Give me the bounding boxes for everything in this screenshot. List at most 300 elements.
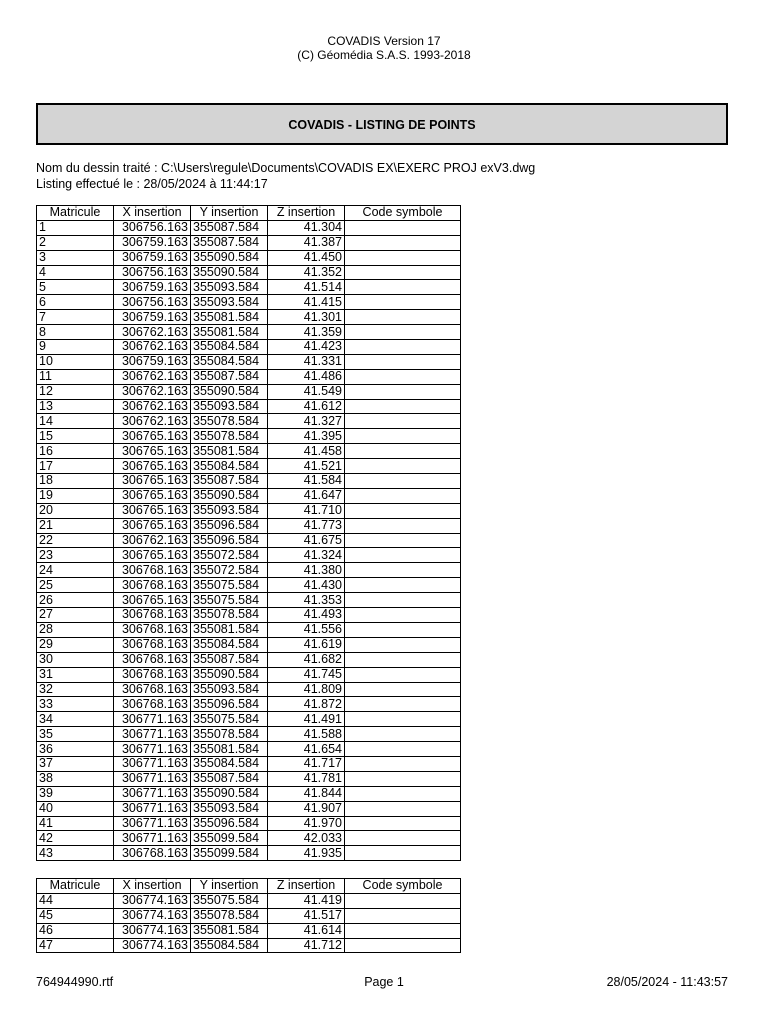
x-cell: 306765.163 [114,459,191,474]
x-cell: 306768.163 [114,622,191,637]
x-cell: 306768.163 [114,578,191,593]
y-cell: 355093.584 [191,503,268,518]
table-header-row [37,879,461,894]
y-cell: 355075.584 [191,893,268,908]
table-row [37,340,461,355]
matricule-cell: 13 [37,399,114,414]
matricule-cell: 15 [37,429,114,444]
table-header-row [37,206,461,221]
z-cell: 41.549 [268,384,345,399]
table-row [37,325,461,340]
matricule-cell: 16 [37,444,114,459]
table-row [37,771,461,786]
matricule-cell: 32 [37,682,114,697]
col-header-x: X insertion [114,206,191,221]
z-cell: 41.514 [268,280,345,295]
code-cell [345,846,461,861]
z-cell: 41.612 [268,399,345,414]
z-cell: 41.327 [268,414,345,429]
z-cell: 41.844 [268,786,345,801]
col-header-code: Code symbole [345,879,461,894]
col-header-code: Code symbole [345,206,461,221]
code-cell [345,801,461,816]
table-row [37,727,461,742]
y-cell: 355075.584 [191,578,268,593]
y-cell: 355078.584 [191,727,268,742]
col-header-y: Y insertion [191,206,268,221]
z-cell: 41.647 [268,488,345,503]
code-cell [345,712,461,727]
x-cell: 306765.163 [114,474,191,489]
code-cell [345,503,461,518]
y-cell: 355093.584 [191,682,268,697]
table-row [37,354,461,369]
y-cell: 355090.584 [191,384,268,399]
code-cell [345,414,461,429]
y-cell: 355072.584 [191,563,268,578]
z-cell: 41.745 [268,667,345,682]
x-cell: 306768.163 [114,846,191,861]
z-cell: 42.033 [268,831,345,846]
y-cell: 355078.584 [191,429,268,444]
z-cell: 41.359 [268,325,345,340]
code-cell [345,908,461,923]
code-cell [345,831,461,846]
y-cell: 355075.584 [191,593,268,608]
y-cell: 355084.584 [191,637,268,652]
x-cell: 306774.163 [114,893,191,908]
listing-date: Listing effectué le : 28/05/2024 à 11:44:17 [36,177,268,191]
table-row [37,622,461,637]
x-cell: 306759.163 [114,250,191,265]
matricule-cell: 9 [37,340,114,355]
matricule-cell: 19 [37,488,114,503]
table-row [37,893,461,908]
matricule-cell: 44 [37,893,114,908]
matricule-cell: 1 [37,220,114,235]
x-cell: 306768.163 [114,563,191,578]
x-cell: 306771.163 [114,786,191,801]
y-cell: 355090.584 [191,667,268,682]
x-cell: 306756.163 [114,295,191,310]
table-row [37,801,461,816]
matricule-cell: 2 [37,235,114,250]
z-cell: 41.304 [268,220,345,235]
y-cell: 355084.584 [191,340,268,355]
code-cell [345,563,461,578]
table-row [37,414,461,429]
matricule-cell: 42 [37,831,114,846]
z-cell: 41.675 [268,533,345,548]
x-cell: 306768.163 [114,697,191,712]
matricule-cell: 17 [37,459,114,474]
z-cell: 41.395 [268,429,345,444]
y-cell: 355081.584 [191,444,268,459]
x-cell: 306756.163 [114,220,191,235]
matricule-cell: 31 [37,667,114,682]
code-cell [345,682,461,697]
table-row [37,667,461,682]
y-cell: 355084.584 [191,938,268,953]
table-row [37,652,461,667]
x-cell: 306762.163 [114,340,191,355]
matricule-cell: 27 [37,608,114,623]
x-cell: 306765.163 [114,429,191,444]
table-row [37,399,461,414]
x-cell: 306765.163 [114,593,191,608]
matricule-cell: 28 [37,622,114,637]
x-cell: 306762.163 [114,369,191,384]
z-cell: 41.353 [268,593,345,608]
table-row [37,816,461,831]
footer-page: Page 1 [364,975,404,989]
code-cell [345,444,461,459]
x-cell: 306762.163 [114,533,191,548]
table-row [37,429,461,444]
z-cell: 41.324 [268,548,345,563]
x-cell: 306762.163 [114,414,191,429]
matricule-cell: 12 [37,384,114,399]
y-cell: 355099.584 [191,846,268,861]
code-cell [345,923,461,938]
x-cell: 306768.163 [114,682,191,697]
table-row [37,578,461,593]
matricule-cell: 24 [37,563,114,578]
matricule-cell: 8 [37,325,114,340]
matricule-cell: 23 [37,548,114,563]
y-cell: 355087.584 [191,474,268,489]
z-cell: 41.654 [268,742,345,757]
matricule-cell: 47 [37,938,114,953]
table-row [37,682,461,697]
code-cell [345,608,461,623]
x-cell: 306765.163 [114,548,191,563]
y-cell: 355093.584 [191,801,268,816]
table-row [37,384,461,399]
code-cell [345,816,461,831]
table-row [37,369,461,384]
matricule-cell: 46 [37,923,114,938]
z-cell: 41.380 [268,563,345,578]
z-cell: 41.493 [268,608,345,623]
x-cell: 306771.163 [114,831,191,846]
y-cell: 355081.584 [191,310,268,325]
x-cell: 306768.163 [114,637,191,652]
matricule-cell: 20 [37,503,114,518]
code-cell [345,893,461,908]
y-cell: 355078.584 [191,414,268,429]
z-cell: 41.710 [268,503,345,518]
z-cell: 41.419 [268,893,345,908]
x-cell: 306768.163 [114,652,191,667]
code-cell [345,518,461,533]
table-row [37,459,461,474]
x-cell: 306771.163 [114,801,191,816]
code-cell [345,235,461,250]
matricule-cell: 38 [37,771,114,786]
col-header-z: Z insertion [268,206,345,221]
code-cell [345,325,461,340]
z-cell: 41.415 [268,295,345,310]
z-cell: 41.872 [268,697,345,712]
code-cell [345,369,461,384]
matricule-cell: 18 [37,474,114,489]
col-header-y: Y insertion [191,879,268,894]
x-cell: 306771.163 [114,771,191,786]
table-row [37,235,461,250]
matricule-cell: 14 [37,414,114,429]
code-cell [345,280,461,295]
y-cell: 355093.584 [191,295,268,310]
code-cell [345,399,461,414]
y-cell: 355072.584 [191,548,268,563]
table-row [37,444,461,459]
matricule-cell: 3 [37,250,114,265]
y-cell: 355090.584 [191,488,268,503]
col-header-matricule: Matricule [37,879,114,894]
z-cell: 41.387 [268,235,345,250]
matricule-cell: 39 [37,786,114,801]
table-row [37,756,461,771]
code-cell [345,548,461,563]
x-cell: 306762.163 [114,399,191,414]
z-cell: 41.430 [268,578,345,593]
x-cell: 306765.163 [114,518,191,533]
x-cell: 306756.163 [114,265,191,280]
matricule-cell: 4 [37,265,114,280]
table-row [37,712,461,727]
code-cell [345,667,461,682]
z-cell: 41.556 [268,622,345,637]
y-cell: 355093.584 [191,399,268,414]
y-cell: 355075.584 [191,712,268,727]
y-cell: 355090.584 [191,265,268,280]
code-cell [345,727,461,742]
z-cell: 41.717 [268,756,345,771]
x-cell: 306768.163 [114,667,191,682]
y-cell: 355090.584 [191,786,268,801]
points-table-1 [36,205,461,861]
code-cell [345,652,461,667]
table-row [37,938,461,953]
matricule-cell: 43 [37,846,114,861]
y-cell: 355099.584 [191,831,268,846]
code-cell [345,459,461,474]
y-cell: 355084.584 [191,459,268,474]
code-cell [345,771,461,786]
code-cell [345,697,461,712]
x-cell: 306765.163 [114,488,191,503]
footer-filename: 764944990.rtf [36,975,114,989]
y-cell: 355081.584 [191,923,268,938]
z-cell: 41.423 [268,340,345,355]
z-cell: 41.682 [268,652,345,667]
y-cell: 355096.584 [191,533,268,548]
matricule-cell: 45 [37,908,114,923]
z-cell: 41.619 [268,637,345,652]
x-cell: 306774.163 [114,938,191,953]
z-cell: 41.614 [268,923,345,938]
table-row [37,831,461,846]
matricule-cell: 11 [37,369,114,384]
table-row [37,518,461,533]
code-cell [345,474,461,489]
y-cell: 355087.584 [191,369,268,384]
y-cell: 355081.584 [191,742,268,757]
y-cell: 355093.584 [191,280,268,295]
code-cell [345,295,461,310]
matricule-cell: 34 [37,712,114,727]
z-cell: 41.970 [268,816,345,831]
matricule-cell: 6 [37,295,114,310]
col-header-matricule: Matricule [37,206,114,221]
y-cell: 355078.584 [191,608,268,623]
y-cell: 355084.584 [191,354,268,369]
x-cell: 306771.163 [114,742,191,757]
table-row [37,533,461,548]
z-cell: 41.584 [268,474,345,489]
y-cell: 355087.584 [191,771,268,786]
y-cell: 355087.584 [191,652,268,667]
code-cell [345,429,461,444]
matricule-cell: 30 [37,652,114,667]
drawing-name: Nom du dessin traité : C:\Users\regule\Documents\COVADIS EX\EXERC PROJ exV3.dwg [36,161,536,175]
table-row [37,923,461,938]
y-cell: 355081.584 [191,325,268,340]
page-title: COVADIS - LISTING DE POINTS [288,118,476,132]
z-cell: 41.588 [268,727,345,742]
copyright: (C) Géomédia S.A.S. 1993-2018 [297,48,471,62]
software-version: COVADIS Version 17 [327,34,441,48]
table-row [37,608,461,623]
code-cell [345,786,461,801]
matricule-cell: 25 [37,578,114,593]
footer-datetime: 28/05/2024 - 11:43:57 [606,975,728,989]
code-cell [345,354,461,369]
table-row [37,488,461,503]
z-cell: 41.809 [268,682,345,697]
x-cell: 306762.163 [114,325,191,340]
x-cell: 306774.163 [114,908,191,923]
z-cell: 41.781 [268,771,345,786]
x-cell: 306771.163 [114,712,191,727]
code-cell [345,742,461,757]
z-cell: 41.517 [268,908,345,923]
y-cell: 355087.584 [191,235,268,250]
code-cell [345,340,461,355]
matricule-cell: 36 [37,742,114,757]
z-cell: 41.486 [268,369,345,384]
matricule-cell: 22 [37,533,114,548]
table-row [37,563,461,578]
matricule-cell: 41 [37,816,114,831]
x-cell: 306759.163 [114,280,191,295]
matricule-cell: 29 [37,637,114,652]
code-cell [345,310,461,325]
z-cell: 41.331 [268,354,345,369]
table-row [37,742,461,757]
x-cell: 306771.163 [114,727,191,742]
matricule-cell: 26 [37,593,114,608]
y-cell: 355090.584 [191,250,268,265]
table-row [37,846,461,861]
table-row [37,637,461,652]
code-cell [345,593,461,608]
z-cell: 41.352 [268,265,345,280]
matricule-cell: 7 [37,310,114,325]
code-cell [345,756,461,771]
z-cell: 41.521 [268,459,345,474]
z-cell: 41.773 [268,518,345,533]
col-header-z: Z insertion [268,879,345,894]
code-cell [345,250,461,265]
x-cell: 306765.163 [114,444,191,459]
table-row [37,220,461,235]
x-cell: 306762.163 [114,384,191,399]
table-row [37,295,461,310]
y-cell: 355087.584 [191,220,268,235]
matricule-cell: 21 [37,518,114,533]
x-cell: 306759.163 [114,235,191,250]
table-row [37,280,461,295]
table-row [37,786,461,801]
x-cell: 306759.163 [114,354,191,369]
code-cell [345,938,461,953]
z-cell: 41.712 [268,938,345,953]
table-row [37,310,461,325]
z-cell: 41.491 [268,712,345,727]
matricule-cell: 35 [37,727,114,742]
title-box [36,103,728,145]
z-cell: 41.907 [268,801,345,816]
y-cell: 355078.584 [191,908,268,923]
y-cell: 355084.584 [191,756,268,771]
y-cell: 355096.584 [191,697,268,712]
code-cell [345,622,461,637]
x-cell: 306774.163 [114,923,191,938]
z-cell: 41.450 [268,250,345,265]
x-cell: 306759.163 [114,310,191,325]
y-cell: 355096.584 [191,518,268,533]
code-cell [345,637,461,652]
x-cell: 306765.163 [114,503,191,518]
matricule-cell: 40 [37,801,114,816]
y-cell: 355081.584 [191,622,268,637]
table-row [37,265,461,280]
y-cell: 355096.584 [191,816,268,831]
points-table-2 [36,878,461,953]
matricule-cell: 10 [37,354,114,369]
table-row [37,548,461,563]
matricule-cell: 37 [37,756,114,771]
table-row [37,474,461,489]
code-cell [345,488,461,503]
table-row [37,593,461,608]
z-cell: 41.458 [268,444,345,459]
matricule-cell: 33 [37,697,114,712]
table-row [37,503,461,518]
matricule-cell: 5 [37,280,114,295]
code-cell [345,384,461,399]
code-cell [345,265,461,280]
x-cell: 306771.163 [114,756,191,771]
code-cell [345,578,461,593]
x-cell: 306771.163 [114,816,191,831]
z-cell: 41.301 [268,310,345,325]
code-cell [345,220,461,235]
table-row [37,908,461,923]
code-cell [345,533,461,548]
